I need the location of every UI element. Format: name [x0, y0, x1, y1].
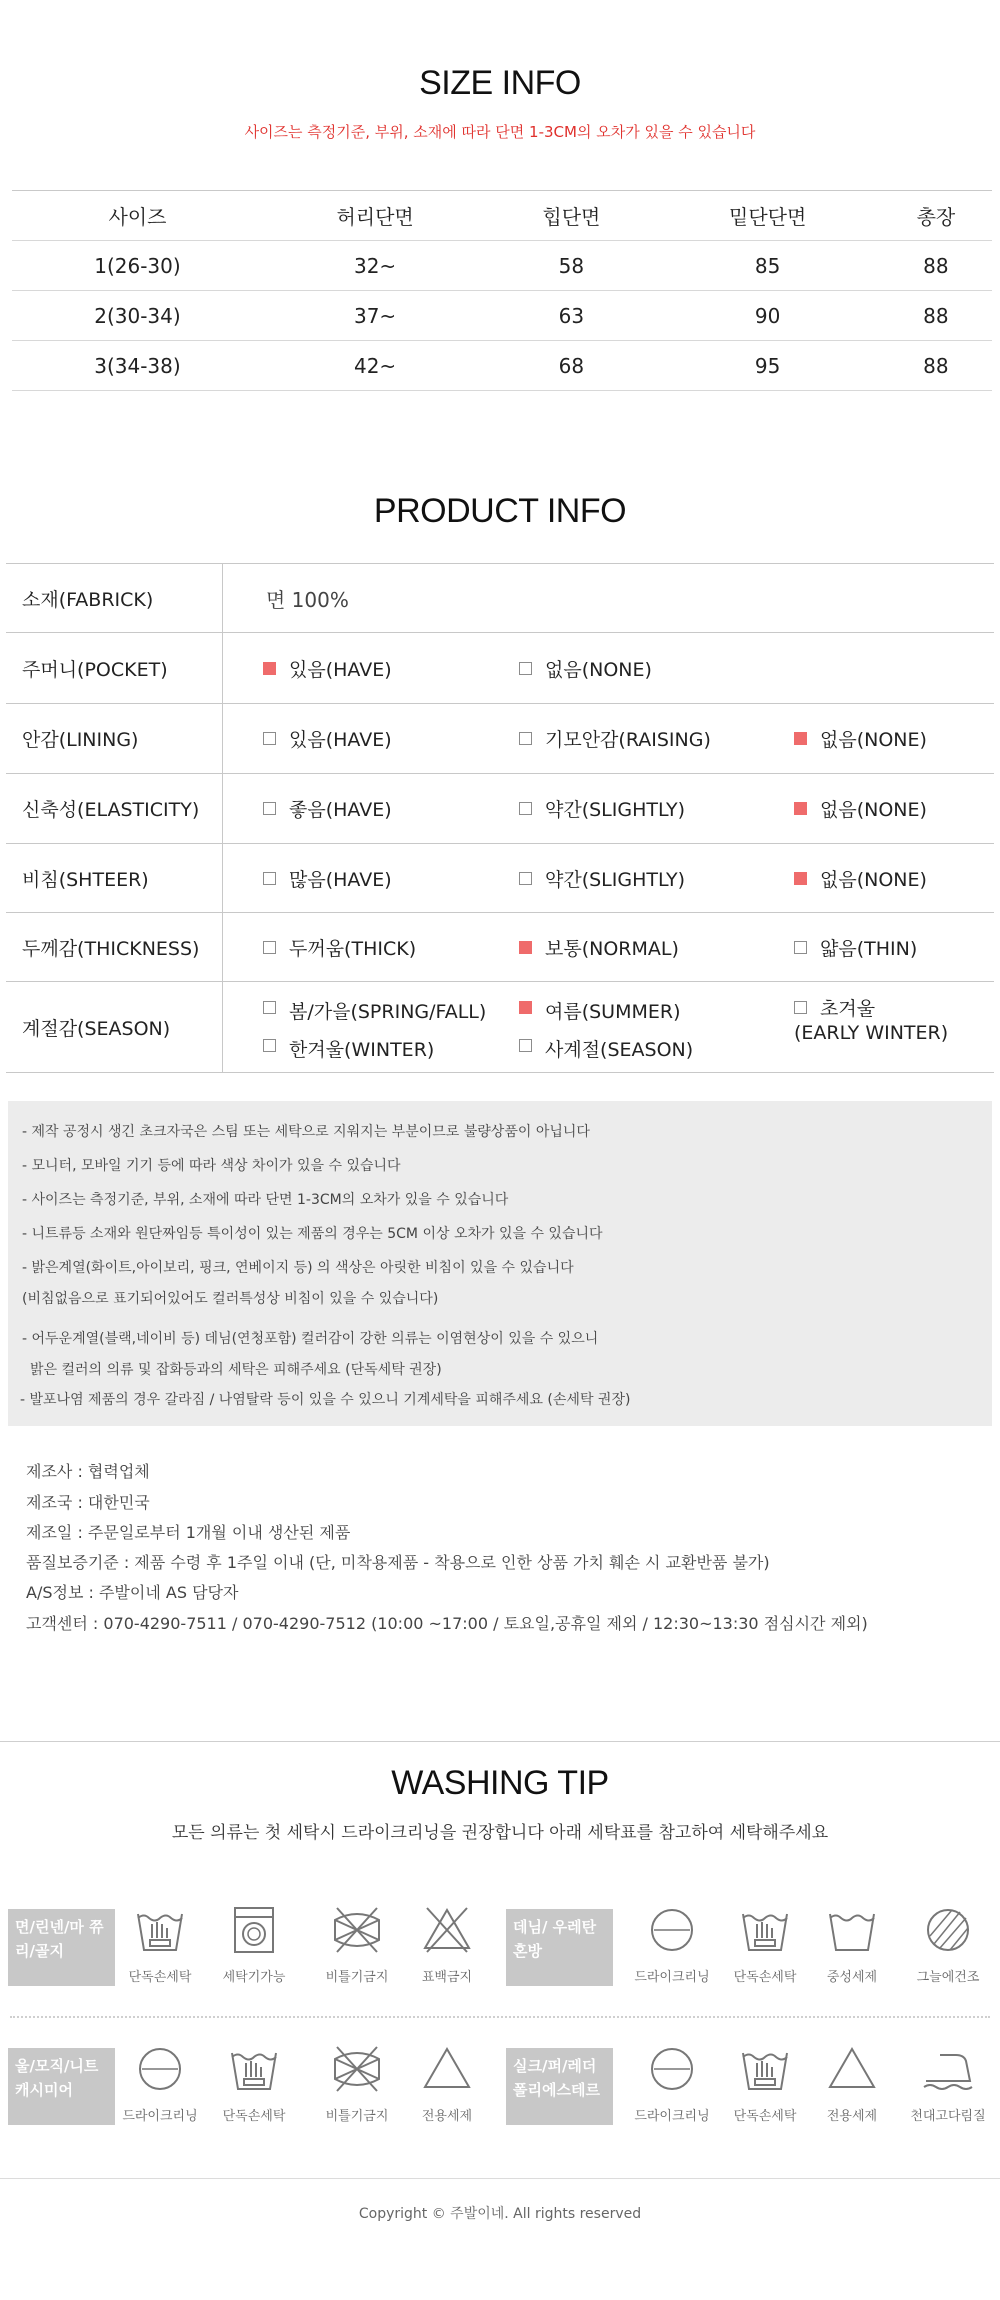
table-row	[6, 704, 994, 774]
size-cell: 95	[656, 341, 880, 391]
hand-wash-icon	[199, 2043, 309, 2124]
wash-icon-label: 표백금지	[421, 1970, 473, 1985]
neutral-detergent-icon	[797, 1904, 907, 1985]
size-cell: 32~	[263, 241, 487, 291]
wash-icon-label: 비틀기금지	[325, 1970, 389, 1985]
wash-icon-label: 단독손세탁	[733, 2109, 797, 2124]
cloth-iron-icon	[893, 2043, 1000, 2124]
size-info-subtitle: 사이즈는 측정기준, 부위, 소재에 따라 단면 1-3CM의 오차가 있을 수 있습니다	[244, 123, 756, 141]
option-season-winter	[263, 1027, 519, 1065]
size-header-cell: 밑단단면	[656, 191, 880, 241]
wash-icon-label: 전용세제	[826, 2109, 878, 2124]
no-bleach-icon	[392, 1904, 502, 1985]
lining-label: 안감(LINING)	[6, 704, 223, 774]
fabric-cell	[223, 564, 995, 633]
option-lining-have	[263, 725, 519, 752]
checkbox-unchecked	[519, 732, 532, 745]
shade-dry-icon	[893, 1904, 1000, 1985]
checkbox-unchecked	[263, 732, 276, 745]
size-header-cell: 사이즈	[12, 191, 263, 241]
option-label: 있음(HAVE)	[289, 658, 392, 681]
table-row	[12, 241, 992, 291]
table-row	[12, 291, 992, 341]
size-cell: 1(26-30)	[12, 241, 263, 291]
special-detergent-icon	[797, 2043, 907, 2124]
option-label: 없음(NONE)	[820, 868, 927, 891]
wash-icon-label: 전용세제	[421, 2109, 473, 2124]
fabric-label: 소재(FABRICK)	[6, 564, 223, 633]
sheer-label: 비침(SHTEER)	[6, 844, 223, 913]
country-info: 제조국 : 대한민국	[26, 1493, 150, 1512]
checkbox-unchecked	[263, 802, 276, 815]
season-options	[223, 982, 995, 1073]
size-header-cell: 총장	[880, 191, 992, 241]
option-elasticity-slightly	[519, 795, 794, 822]
thickness-options	[223, 913, 995, 982]
note-line: - 모니터, 모바일 기기 등에 따라 색상 차이가 있을 수 있습니다	[22, 1158, 401, 1174]
season-label: 계절감(SEASON)	[6, 982, 223, 1073]
wash-icon-label: 드라이크리닝	[634, 2109, 710, 2124]
elasticity-label: 신축성(ELASTICITY)	[6, 774, 223, 844]
checkbox-checked	[519, 1001, 532, 1014]
size-cell: 58	[487, 241, 655, 291]
washing-machine-icon	[199, 1904, 309, 1985]
table-row	[6, 913, 994, 982]
copyright-text: Copyright © 주발이네. All rights reserved	[358, 2206, 642, 2222]
dotted-divider	[10, 2016, 990, 2018]
option-label: 봄/가을(SPRING/FALL)	[289, 1001, 487, 1023]
size-table	[12, 190, 992, 391]
size-cell: 88	[880, 291, 992, 341]
wash-group-label: 울/모직/니트 캐시미어	[8, 2048, 115, 2125]
product-info-title: PRODUCT INFO	[373, 492, 627, 530]
checkbox-unchecked	[794, 941, 807, 954]
option-label: 보통(NORMAL)	[545, 937, 679, 960]
option-label-line2: (EARLY WINTER)	[794, 1022, 949, 1044]
table-row	[12, 341, 992, 391]
customer-center-info: 고객센터 : 070-4290-7511 / 070-4290-7512 (10:00 ~17:00 / 토요일,공휴일 제외 / 12:30~13:30 점심시간 제외)	[26, 1614, 868, 1633]
option-label: 약간(SLIGHTLY)	[545, 868, 686, 891]
manufacturer-info: 제조사 : 협력업체	[26, 1462, 150, 1481]
pocket-options	[223, 633, 995, 704]
wash-icon-label: 중성세제	[826, 1970, 878, 1985]
checkbox-unchecked	[794, 1001, 807, 1014]
option-label	[794, 997, 949, 1045]
checkbox-unchecked	[263, 941, 276, 954]
as-info: A/S정보 : 주발이네 AS 담당자	[26, 1583, 239, 1602]
table-row	[6, 982, 994, 1073]
size-cell: 68	[487, 341, 655, 391]
option-label: 얇음(THIN)	[820, 937, 918, 960]
option-label: 좋음(HAVE)	[289, 799, 392, 821]
checkbox-unchecked	[519, 872, 532, 885]
wash-group-label: 실크/퍼/레더 폴리에스테르	[506, 2048, 613, 2125]
size-cell: 85	[656, 241, 880, 291]
size-cell: 88	[880, 341, 992, 391]
size-cell: 3(34-38)	[12, 341, 263, 391]
wash-icon-label: 드라이크리닝	[122, 2109, 198, 2124]
note-line: - 어두운계열(블랙,네이비 등) 데님(연청포함) 컬러감이 강한 의류는 이염현상이 있을 수 있으니	[22, 1331, 599, 1347]
wash-icon-label: 단독손세탁	[733, 1970, 797, 1985]
note-line: - 사이즈는 측정기준, 부위, 소재에 따라 단면 1-3CM의 오차가 있을 수 있습니다	[22, 1192, 509, 1208]
option-label: 없음(NONE)	[820, 799, 927, 821]
option-label: 약간(SLIGHTLY)	[545, 799, 686, 821]
wash-icon-label: 세탁기가능	[222, 1970, 286, 1985]
option-season-summer	[519, 989, 794, 1027]
wash-icon-label: 단독손세탁	[222, 2109, 286, 2124]
option-lining-raising	[519, 725, 794, 752]
checkbox-checked	[519, 941, 532, 954]
checkbox-checked	[794, 872, 807, 885]
option-label-line1: 초겨울	[820, 998, 876, 1020]
washing-tip-subtitle: 모든 의류는 첫 세탁시 드라이크리닝을 권장합니다 아래 세탁표를 참고하여 세탁해주세요	[171, 1823, 829, 1843]
quality-guarantee-info: 품질보증기준 : 제품 수령 후 1주일 이내 (단, 미착용제품 - 착용으로 인한 상품 가치 훼손 시 교환반품 불가)	[26, 1553, 770, 1572]
checkbox-unchecked	[263, 1039, 276, 1052]
size-cell: 2(30-34)	[12, 291, 263, 341]
size-table-header	[12, 191, 992, 241]
size-info-title: SIZE INFO	[419, 64, 581, 102]
size-header-cell: 허리단면	[263, 191, 487, 241]
elasticity-options	[223, 774, 995, 844]
size-header-cell: 힙단면	[487, 191, 655, 241]
wash-icon-label: 드라이크리닝	[634, 1970, 710, 1985]
option-label: 사계절(SEASON)	[545, 1039, 694, 1061]
table-row	[6, 774, 994, 844]
option-sheer-none	[794, 865, 927, 892]
washing-tip-title: WASHING TIP	[391, 1764, 609, 1802]
section-divider	[0, 1741, 1000, 1742]
checkbox-checked	[263, 662, 276, 675]
table-row	[6, 844, 994, 913]
option-lining-none	[794, 725, 927, 752]
wash-icon-label: 그늘에건조	[916, 1970, 980, 1985]
option-label: 있음(HAVE)	[289, 729, 392, 751]
size-cell: 37~	[263, 291, 487, 341]
note-line: - 제작 공정시 생긴 초크자국은 스팀 또는 세탁으로 지워지는 부분이므로 불량상품이 아닙니다	[22, 1124, 590, 1140]
manufacture-date-info: 제조일 : 주문일로부터 1개월 이내 생산된 제품	[26, 1523, 351, 1542]
note-line: - 발포나염 제품의 경우 갈라짐 / 나염탈락 등이 있을 수 있으니 기계세탁을 피해주세요 (손세탁 권장)	[20, 1392, 631, 1408]
special-detergent-icon	[392, 2043, 502, 2124]
option-label: 없음(NONE)	[820, 729, 927, 751]
checkbox-checked	[794, 732, 807, 745]
option-sheer-slightly	[519, 865, 794, 892]
table-row	[6, 564, 994, 633]
option-thickness-normal	[519, 934, 794, 961]
footer-divider	[0, 2178, 1000, 2179]
note-line: - 밝은계열(화이트,아이보리, 핑크, 연베이지 등) 의 색상은 아릿한 비침이 있을 수 있습니다	[22, 1260, 574, 1276]
option-label: 기모안감(RAISING)	[545, 729, 711, 751]
note-line: (비침없음으로 표기되어있어도 컬러특성상 비침이 있을 수 있습니다)	[22, 1291, 439, 1307]
sheer-options	[223, 844, 995, 913]
option-label: 많음(HAVE)	[289, 868, 392, 891]
option-label: 없음(NONE)	[545, 658, 652, 681]
option-season-spring-fall	[263, 989, 519, 1027]
note-line: - 니트류등 소재와 원단짜임등 특이성이 있는 제품의 경우는 5CM 이상 오차가 있을 수 있습니다	[22, 1226, 603, 1242]
checkbox-unchecked	[263, 1001, 276, 1014]
option-sheer-have	[263, 865, 519, 892]
size-cell: 42~	[263, 341, 487, 391]
product-info-table	[6, 563, 994, 1073]
option-label: 두꺼움(THICK)	[289, 937, 417, 960]
wash-icon-label: 천대고다림질	[910, 2109, 986, 2124]
size-cell: 90	[656, 291, 880, 341]
wash-icon-label: 단독손세탁	[128, 1970, 192, 1985]
pocket-label: 주머니(POCKET)	[6, 633, 223, 704]
option-elasticity-none	[794, 795, 927, 822]
size-cell: 63	[487, 291, 655, 341]
checkbox-unchecked	[519, 1039, 532, 1052]
option-thickness-thick	[263, 934, 519, 961]
option-thickness-thin	[794, 934, 917, 961]
lining-options	[223, 704, 995, 774]
size-cell: 88	[880, 241, 992, 291]
option-season-early-winter	[794, 989, 994, 1065]
checkbox-unchecked	[519, 662, 532, 675]
checkbox-unchecked	[519, 802, 532, 815]
checkbox-unchecked	[263, 872, 276, 885]
wash-icon-label: 비틀기금지	[325, 2109, 389, 2124]
note-line: 밝은 컬러의 의류 및 잡화등과의 세탁은 피해주세요 (단독세탁 권장)	[30, 1362, 442, 1378]
option-pocket-have	[263, 655, 519, 682]
wash-group-label: 면/린넨/마 쮸리/골지	[8, 1909, 115, 1986]
notes-box	[8, 1101, 992, 1426]
wash-group-label: 데님/ 우레탄 혼방	[506, 1909, 613, 1986]
option-label: 한겨울(WINTER)	[289, 1039, 435, 1061]
option-season-all	[519, 1027, 794, 1065]
table-row	[6, 633, 994, 704]
option-elasticity-have	[263, 795, 519, 822]
option-label: 여름(SUMMER)	[545, 1001, 681, 1023]
option-pocket-none	[519, 655, 794, 682]
fabric-value: 면 100%	[266, 587, 349, 612]
thickness-label: 두께감(THICKNESS)	[6, 913, 223, 982]
checkbox-checked	[794, 802, 807, 815]
